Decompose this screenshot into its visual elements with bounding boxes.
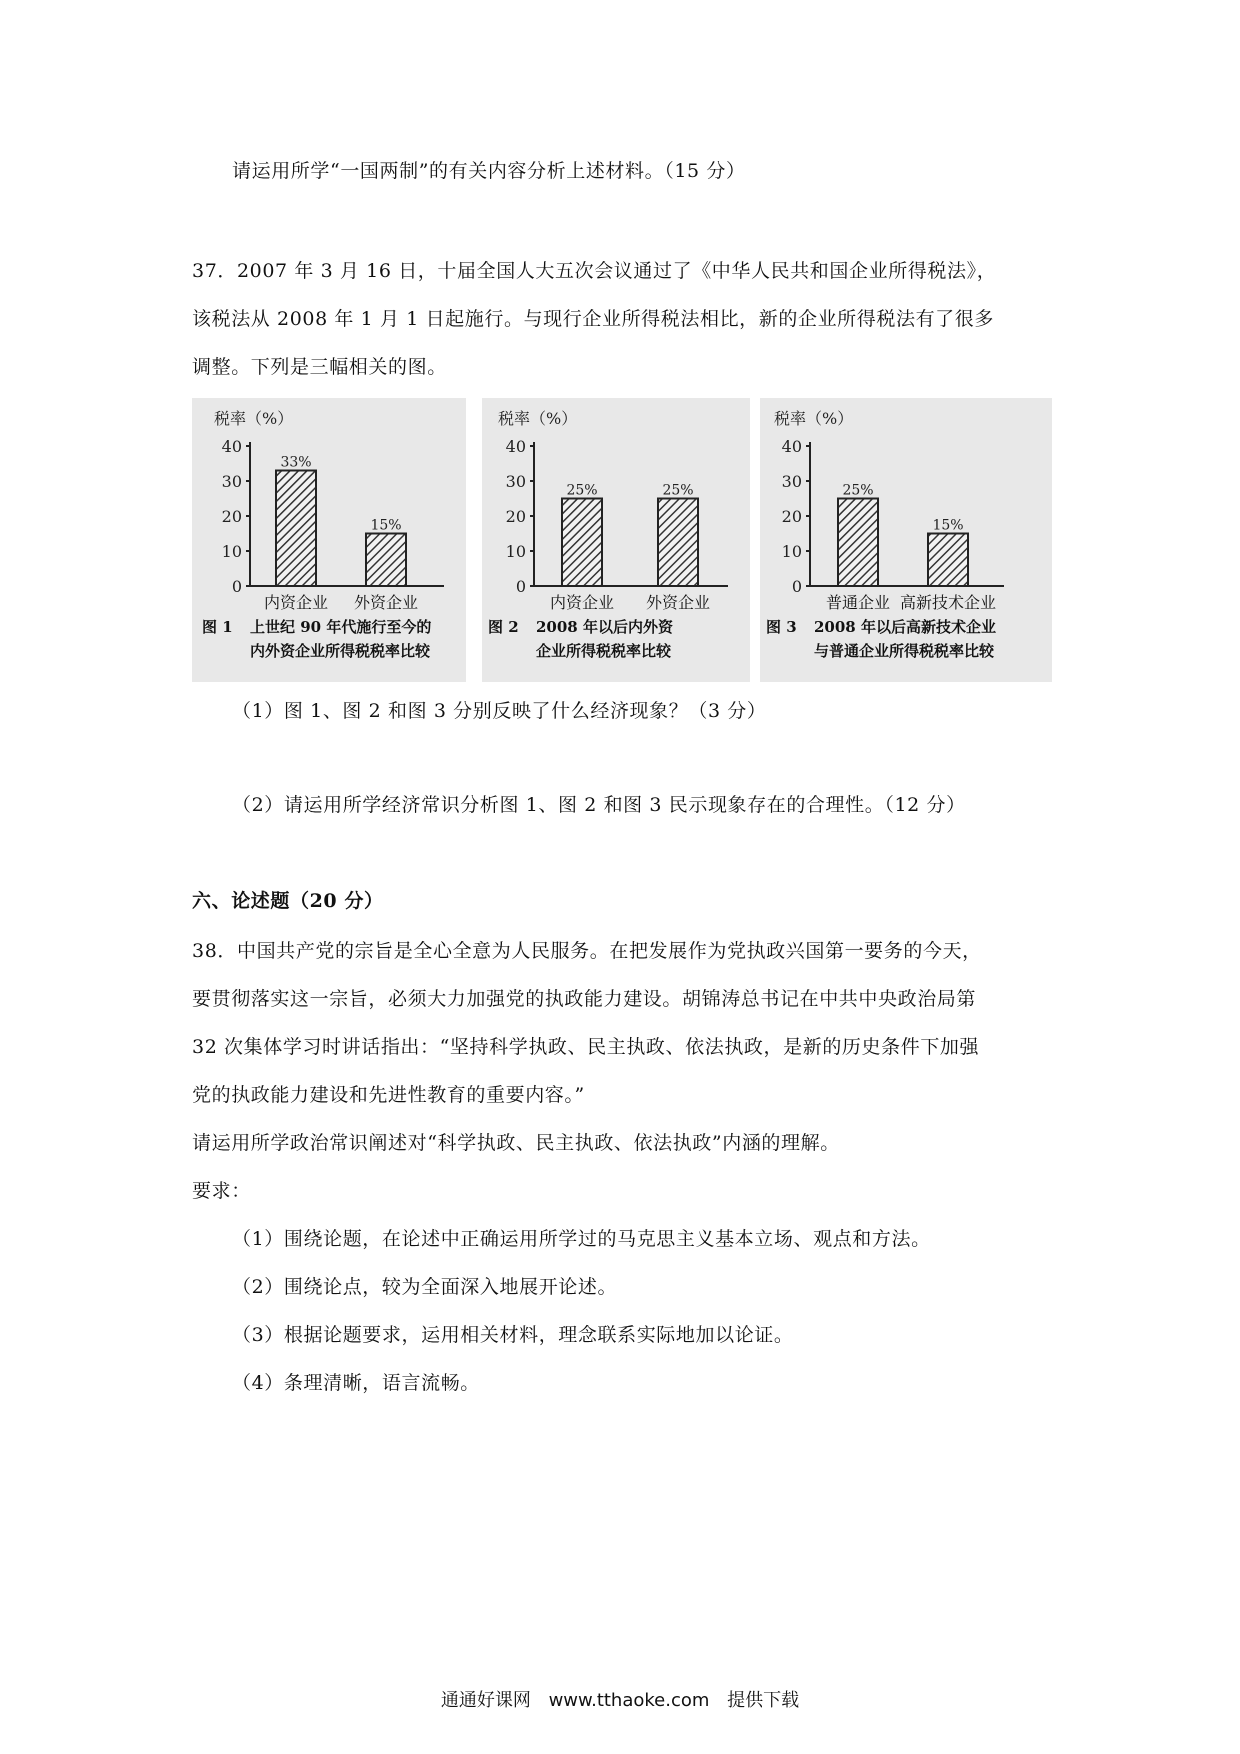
figure-caption-line-2: 与普通企业所得税税率比较 <box>814 642 995 660</box>
requirement-4: （4）条理清晰，语言流畅。 <box>232 1372 480 1394</box>
question-38-line-2: 要贯彻落实这一宗旨，必须大力加强党的执政能力建设。胡锦涛总书记在中共中央政治局第 <box>192 988 977 1010</box>
bar-value-label: 15% <box>932 517 964 534</box>
requirement-3: （3）根据论题要求，运用相关材料，理念联系实际地加以论证。 <box>232 1324 794 1346</box>
sub-question-2: （2）请运用所学经济常识分析图 1、图 2 和图 3 民示现象存在的合理性。（12 分） <box>232 794 966 816</box>
y-tick-label: 40 <box>505 437 526 456</box>
x-category-label: 普通企业 <box>825 593 891 612</box>
question-37-line-3: 调整。下列是三幅相关的图。 <box>192 356 447 378</box>
y-axis-title: 税率（%） <box>774 409 854 428</box>
x-category-label: 高新技术企业 <box>899 593 997 612</box>
bar-value-label: 25% <box>662 482 694 499</box>
figure-1-panel <box>192 398 466 682</box>
y-axis-title: 税率（%） <box>214 409 294 428</box>
y-tick-label: 30 <box>505 472 526 491</box>
bar <box>838 499 878 587</box>
page-footer <box>0 1686 1240 1712</box>
requirement-2: （2）围绕论点，较为全面深入地展开论述。 <box>232 1276 618 1298</box>
question-37-line-2: 该税法从 2008 年 1 月 1 日起施行。与现行企业所得税法相比，新的企业所得税法有了很多 <box>192 308 994 330</box>
bar-value-label: 33% <box>280 454 312 471</box>
y-tick-label: 10 <box>505 542 526 561</box>
x-category-label: 内资企业 <box>549 593 615 612</box>
section-6-heading: 六、论述题（20 分） <box>192 890 384 912</box>
requirements-label: 要求： <box>192 1180 251 1202</box>
question-38-task: 请运用所学政治常识阐述对“科学执政、民主执政、依法执政”内涵的理解。 <box>192 1132 840 1154</box>
footer-site-name: 通通好课网 <box>440 1690 531 1711</box>
bar-value-label: 25% <box>566 482 598 499</box>
figure-2-chart <box>482 398 750 682</box>
question-38-line-3: 32 次集体学习时讲话指出：“坚持科学执政、民主执政、依法执政，是新的历史条件下加强 <box>192 1036 980 1058</box>
figure-caption-line-2: 企业所得税税率比较 <box>536 642 672 660</box>
figure-caption-line-1: 上世纪 90 年代施行至今的 <box>250 618 432 636</box>
x-category-label: 外资企业 <box>353 593 419 612</box>
y-axis-title: 税率（%） <box>498 409 578 428</box>
requirement-1: （1）围绕论题，在论述中正确运用所学过的马克思主义基本立场、观点和方法。 <box>232 1228 931 1250</box>
y-tick-label: 30 <box>781 472 802 491</box>
y-tick-label: 10 <box>221 542 242 561</box>
question-37-line-1: 37．2007 年 3 月 16 日，十届全国人大五次会议通过了《中华人民共和国企业所得税法》， <box>192 260 997 282</box>
figure-2-panel <box>482 398 750 682</box>
figure-1-chart <box>192 398 466 682</box>
figure-caption-line-1: 2008 年以后内外资 <box>536 618 673 636</box>
question-38-line-4: 党的执政能力建设和先进性教育的重要内容。” <box>192 1084 585 1106</box>
y-tick-label: 0 <box>515 577 526 596</box>
bar <box>366 534 406 587</box>
tax-rate-figures <box>192 398 1052 682</box>
question-38-line-1: 38．中国共产党的宗旨是全心全意为人民服务。在把发展作为党执政兴国第一要务的今天， <box>192 940 982 962</box>
figure-3-panel <box>760 398 1052 682</box>
instruction-line: 请运用所学“一国两制”的有关内容分析上述材料。（15 分） <box>232 160 746 182</box>
y-tick-label: 20 <box>505 507 526 526</box>
y-tick-label: 0 <box>231 577 242 596</box>
y-tick-label: 40 <box>221 437 242 456</box>
figure-3-chart <box>760 398 1052 682</box>
figure-caption-label: 图 1 <box>202 618 233 636</box>
figure-caption-label: 图 3 <box>766 618 797 636</box>
y-tick-label: 30 <box>221 472 242 491</box>
footer-url[interactable]: www.tthaoke.com <box>548 1690 710 1711</box>
x-category-label: 内资企业 <box>263 593 329 612</box>
figure-caption-line-2: 内外资企业所得税税率比较 <box>250 642 431 660</box>
y-tick-label: 20 <box>221 507 242 526</box>
bar <box>276 471 316 587</box>
bar-value-label: 15% <box>370 517 402 534</box>
bar <box>928 534 968 587</box>
footer-suffix: 提供下载 <box>727 1690 800 1711</box>
sub-question-1: （1）图 1、图 2 和图 3 分别反映了什么经济现象？（3 分） <box>232 700 767 722</box>
bar <box>658 499 698 587</box>
y-tick-label: 10 <box>781 542 802 561</box>
y-tick-label: 0 <box>791 577 802 596</box>
figure-caption-label: 图 2 <box>488 618 519 636</box>
x-category-label: 外资企业 <box>645 593 711 612</box>
bar <box>562 499 602 587</box>
figure-caption-line-1: 2008 年以后高新技术企业 <box>814 618 996 636</box>
y-tick-label: 40 <box>781 437 802 456</box>
bar-value-label: 25% <box>842 482 874 499</box>
y-tick-label: 20 <box>781 507 802 526</box>
